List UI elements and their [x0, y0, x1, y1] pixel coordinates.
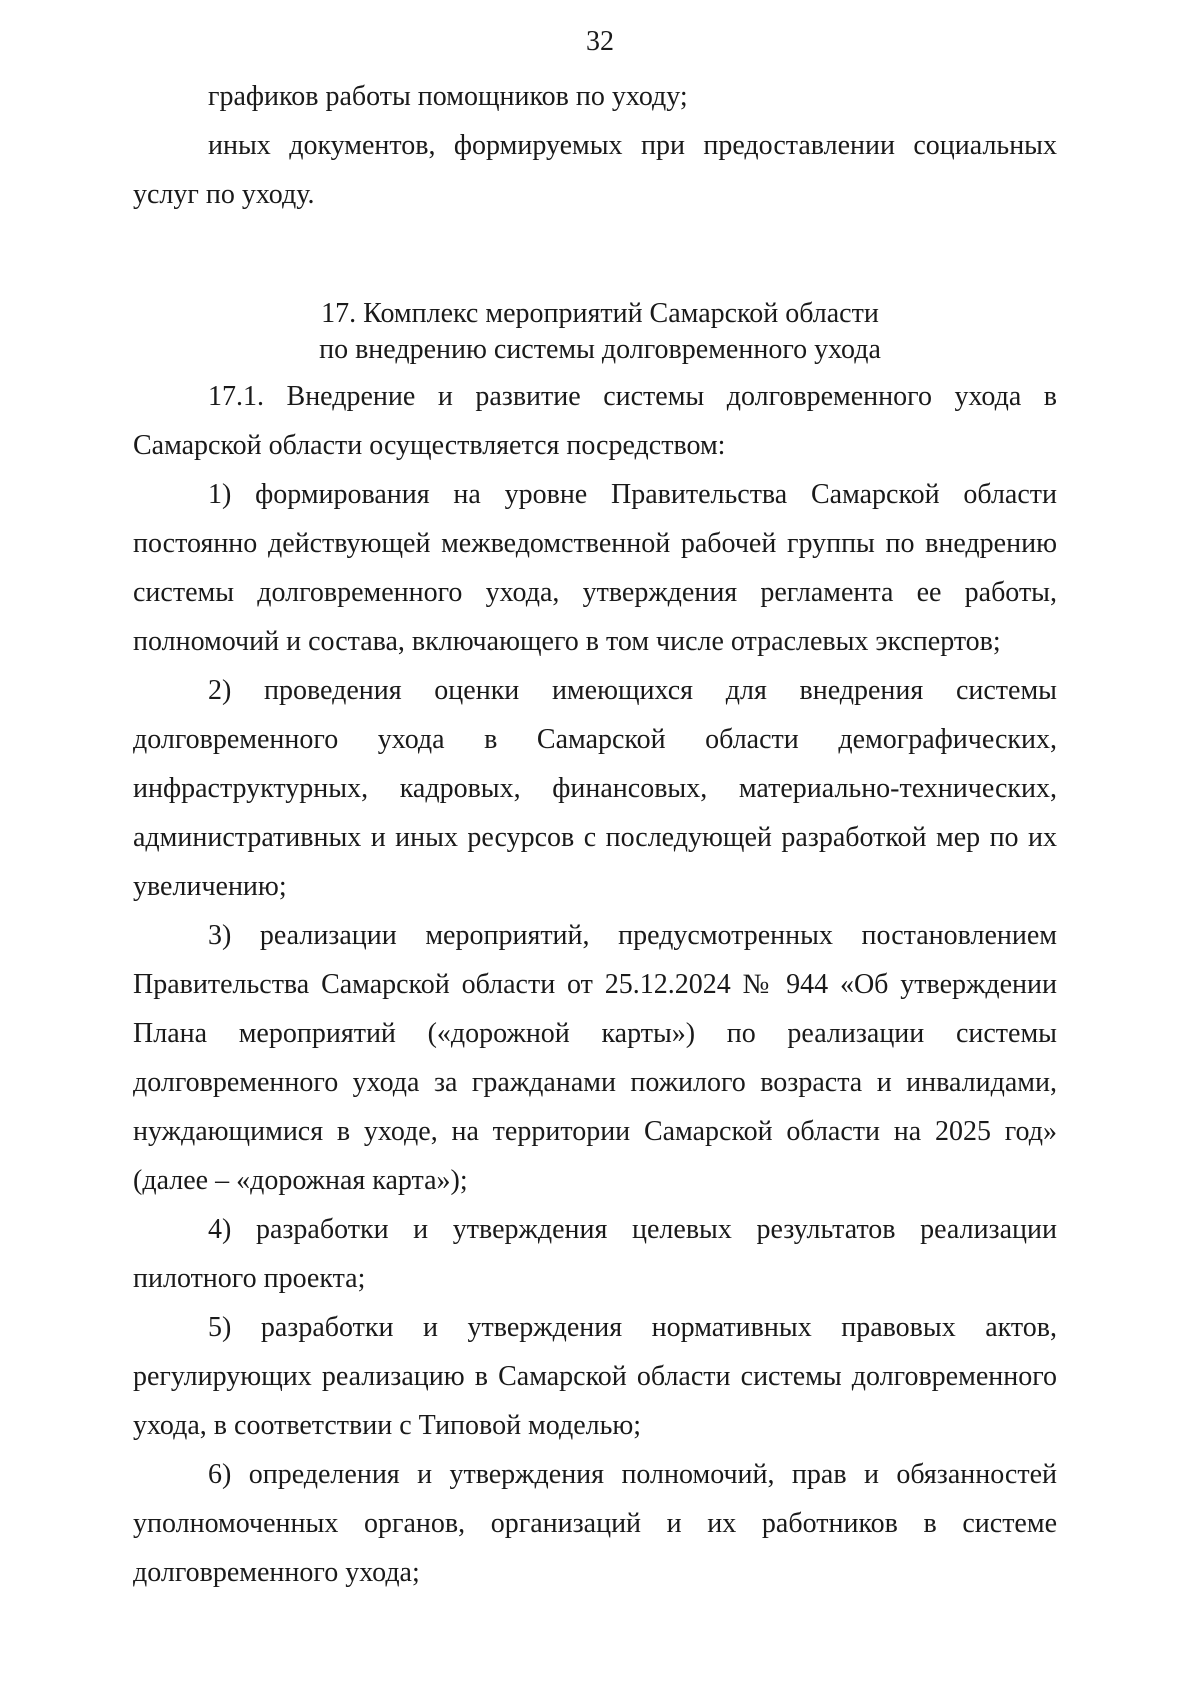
list-item-1: 1) формирования на уровне Правительства Самарской области постоянно действующей межведомственной рабочей группы по внедрению системы долговременного ухода, утверждения регламента ее работы, полномочий и состава, включающего в том числе отраслевых экспертов; — [133, 479, 1057, 657]
page-number: 32 — [586, 26, 614, 57]
paragraph: иных документов, формируемых при предоставлении социальных услуг по уходу. — [133, 130, 1057, 210]
paragraph: графиков работы помощников по уходу; — [208, 81, 688, 112]
list-item-4: 4) разработки и утверждения целевых результатов реализации пилотного проекта; — [133, 1214, 1057, 1294]
paragraph-17-1: 17.1. Внедрение и развитие системы долговременного ухода в Самарской области осуществляется посредством: — [133, 381, 1057, 461]
section-heading-line-2: по внедрению системы долговременного ухода — [319, 334, 881, 365]
list-item-3: 3) реализации мероприятий, предусмотренных постановлением Правительства Самарской области от 25.12.2024 № 944 «Об утверждении Плана мероприятий («дорожной карты») по реализации системы долговременного ухода за гражданами пожилого возраста и инвалидами, нуждающимися в уходе, на территории Самарской области на 2025 год» (далее – «дорожная карта»); — [133, 920, 1057, 1196]
top-text-block — [133, 72, 1057, 219]
section-heading-line-1: 17. Комплекс мероприятий Самарской области — [321, 298, 879, 329]
body-text-block — [133, 372, 1057, 1597]
section-heading — [0, 296, 1200, 368]
list-item-5: 5) разработки и утверждения нормативных правовых актов, регулирующих реализацию в Самарской области системы долговременного ухода, в соответствии с Типовой моделью; — [133, 1312, 1057, 1441]
list-item-2: 2) проведения оценки имеющихся для внедрения системы долговременного ухода в Самарской области демографических, инфраструктурных, кадровых, финансовых, материально-технических, административных и иных ресурсов с последующей разработкой мер по их увеличению; — [133, 675, 1057, 902]
list-item-6: 6) определения и утверждения полномочий, прав и обязанностей уполномоченных органов, организаций и их работников в системе долговременного ухода; — [133, 1459, 1057, 1588]
